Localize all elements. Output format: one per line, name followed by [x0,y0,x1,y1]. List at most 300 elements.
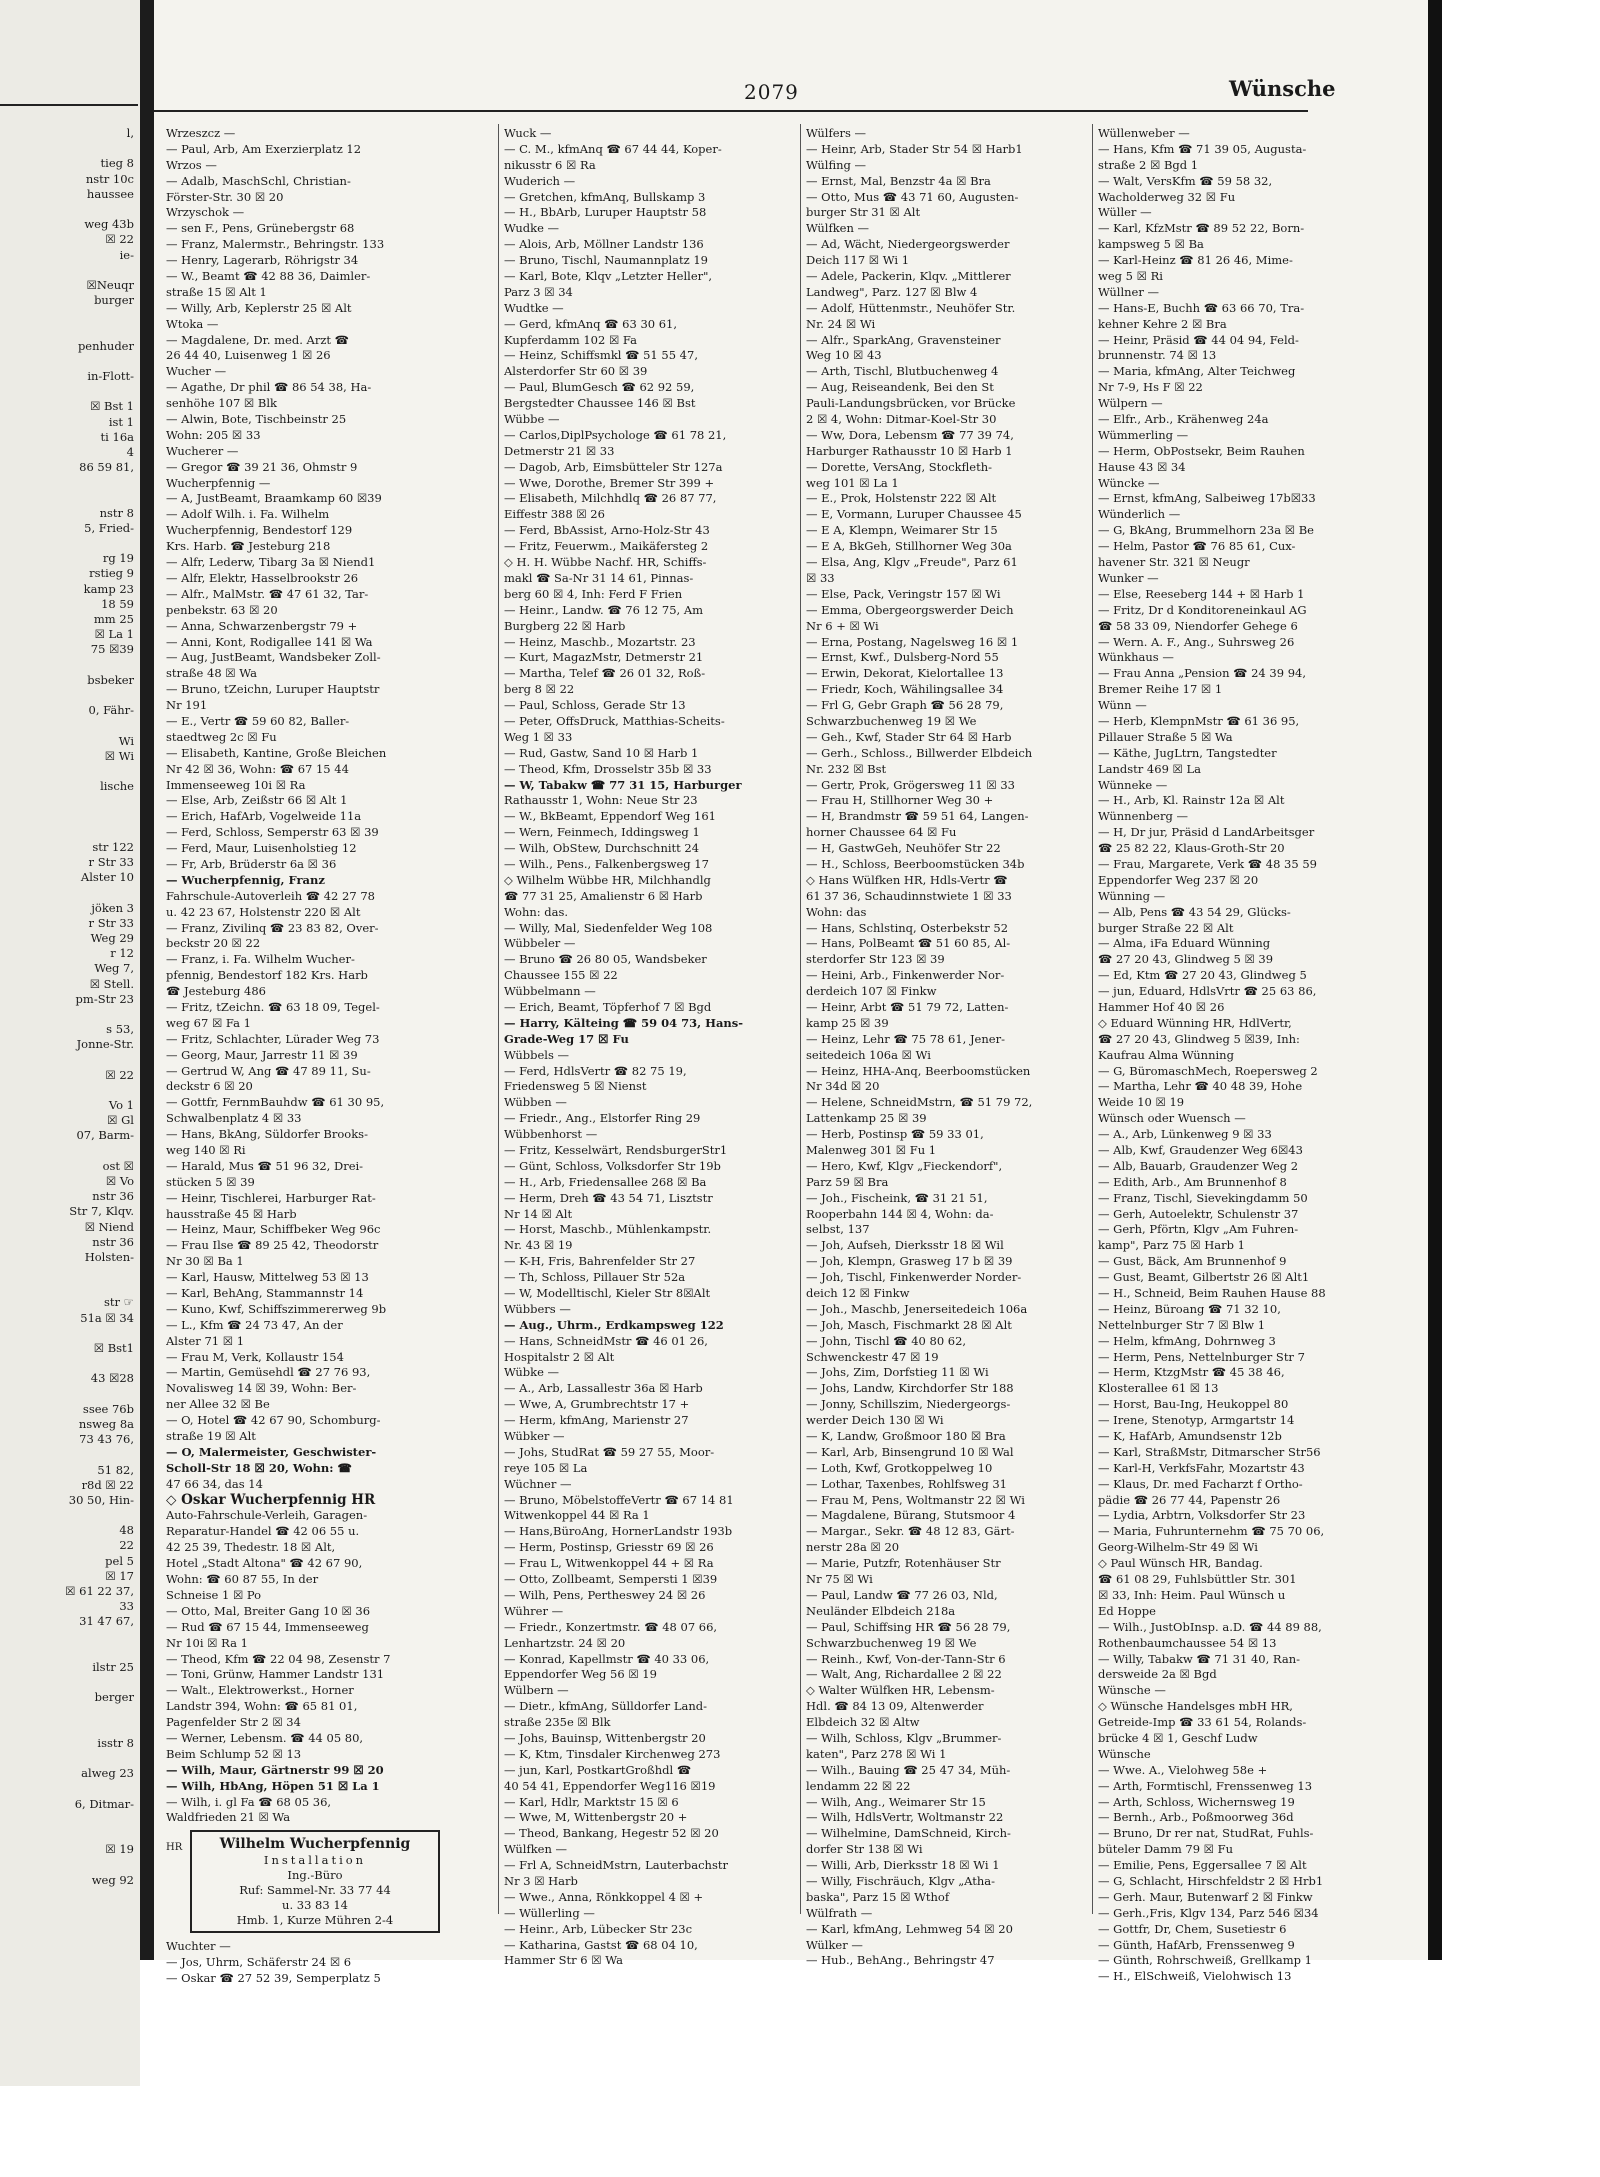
directory-entry-line: — Bruno, Tischl, Naumannplatz 19 [504,253,709,268]
directory-entry-line: Klosterallee 61 ☒ 13 [1098,1381,1219,1396]
left-strip-line: ☒ Wi [104,748,134,763]
directory-entry-line: — jun, Karl, PostkartGroßhdl ☎ [504,1762,692,1777]
directory-entry-line: — Dietr., kfmAng, Sülldorfer Land- [504,1699,707,1714]
directory-entry-line: derdeich 107 ☒ Finkw [806,984,937,999]
directory-entry-line: — Hans, BkAng, Süldorfer Brooks- [166,1127,368,1142]
directory-entry-line: — L., Kfm ☎ 24 73 47, An der [166,1317,343,1332]
directory-entry-line: — E., Vertr ☎ 59 60 82, Baller- [166,713,350,728]
directory-entry-line: — Herb, KlempnMstr ☎ 61 36 95, [1098,713,1300,728]
directory-entry-line: ◇ Eduard Wünning HR, HdlVertr, [1098,1015,1292,1030]
left-strip-line: pm-Str 23 [75,991,134,1006]
directory-entry-line: 61 37 36, Schaudinnstwiete 1 ☒ 33 [806,888,1012,903]
directory-entry-line: Witwenkoppel 44 ☒ Ra 1 [504,1508,650,1523]
directory-entry-line: 26 44 40, Luisenweg 1 ☒ 26 [166,348,331,363]
directory-entry-line: — Herm, ObPostsekr, Beim Rauhen [1098,443,1305,458]
directory-entry-line: — Marie, Putzfr, Rotenhäuser Str [806,1556,1001,1571]
directory-entry-line: — Wilh, Pens, Pertheswey 24 ☒ 26 [504,1587,706,1602]
directory-entry-line: — Frl G, Gebr Graph ☎ 56 28 79, [806,698,1004,713]
directory-entry-line: — Wilhelmine, DamSchneid, Kirch- [806,1826,1011,1841]
directory-entry-line: — Elfr., Arb., Krähenweg 24a [1098,412,1269,427]
directory-entry-line: Rooperbahn 144 ☒ 4, Wohn: da- [806,1206,994,1221]
left-strip-line: Alster 10 [80,870,134,885]
directory-entry-line: Nr 30 ☒ Ba 1 [166,1254,244,1269]
directory-entry-line: — Gerh., Schloss., Billwerder Elbdeich [806,745,1033,760]
directory-entry-line: — Heinz, Maschb., Mozartstr. 23 [504,634,696,649]
directory-entry-line: Wuderich — [504,173,576,188]
directory-entry-line: — Karl, kfmAng, Lehmweg 54 ☒ 20 [806,1921,1013,1936]
directory-entry-line: Elbdeich 32 ☒ Altw [806,1715,920,1730]
directory-entry-line: Nr 10i ☒ Ra 1 [166,1635,248,1650]
directory-entry-line: — Jos, Uhrm, Schäferstr 24 ☒ 6 [166,1955,352,1970]
directory-entry-line: — Karl-H, VerkfsFahr, Mozartstr 43 [1098,1460,1305,1475]
directory-entry-line: — Heinz, Schiffsmkl ☎ 51 55 47, [504,348,698,363]
directory-entry-line: — Emma, Obergeorgswerder Deich [806,602,1014,617]
directory-entry-line: — Aug., Uhrm., Erdkampsweg 122 [504,1317,724,1332]
directory-entry-line: — Frau M, Pens, Woltmanstr 22 ☒ Wi [806,1492,1025,1507]
directory-entry-line: — Günth, HafArb, Frenssenweg 9 [1098,1937,1295,1952]
left-strip-line: jöken 3 [91,900,134,915]
directory-entry-line: Wülker — [806,1937,863,1952]
left-strip-line: ☒ Stell. [89,976,134,991]
directory-entry-line: Parz 3 ☒ 34 [504,284,573,299]
directory-entry-line: Malenweg 301 ☒ Fu 1 [806,1143,937,1157]
left-strip-line [0,688,140,703]
directory-entry-line: — Wucherpfennig, Franz [166,872,325,887]
directory-entry-line: — Wilh, HbAng, Höpen 51 ☒ La 1 [166,1778,380,1793]
directory-entry-line: — Harald, Mus ☎ 51 96 32, Drei- [166,1158,364,1173]
directory-entry-line: Hdl. ☎ 84 13 09, Altenwerder [806,1699,984,1714]
directory-entry-line: Wüller — [1098,205,1152,220]
directory-entry-line: — Wilh, i. gl Fa ☎ 68 05 36, [166,1794,332,1809]
directory-entry-line: — Franz, i. Fa. Wilhelm Wucher- [166,952,355,967]
directory-entry-line: Wübbers — [504,1301,571,1316]
directory-entry-line: — Margar., Sekr. ☎ 48 12 83, Gärt- [806,1524,1015,1539]
left-strip-line: str ☞ [104,1295,134,1310]
directory-entry-line: — Günt, Schloss, Volksdorfer Str 19b [504,1158,721,1173]
directory-entry-line: — Aug, Reiseandenk, Bei den St [806,380,994,395]
directory-entry-line: — Wilh, ObStew, Durchschnitt 24 [504,841,700,856]
left-strip-line: 48 [119,1523,134,1538]
directory-entry-line: — Katharina, Gastst ☎ 68 04 10, [504,1937,698,1952]
directory-entry-line: — Ferd, HdlsVertr ☎ 82 75 19, [504,1063,687,1078]
directory-entry-line: — Wilh, Maur, Gärtnerstr 99 ☒ 20 [166,1762,384,1777]
directory-entry-line: Georg-Wilhelm-Str 49 ☒ Wi [1098,1540,1258,1555]
directory-entry-line: — Adele, Packerin, Klqv. „Mittlerer [806,269,1011,284]
directory-entry-line: — Paul, Schiffsing HR ☎ 56 28 79, [806,1619,1011,1634]
directory-entry-line: — Paul, Landw ☎ 77 26 03, Nld, [806,1587,998,1602]
directory-entry-line: ☎ 27 20 43, Glindweg 5 ☒ 39 [1098,952,1274,967]
directory-entry-line: Wtoka — [166,316,219,331]
directory-entry-line: — O, Malermeister, Geschwister- [166,1444,377,1459]
directory-entry-line: — Frau H, Stillhorner Weg 30 + [806,793,994,808]
directory-entry-line: Nr 6 + ☒ Wi [806,618,879,633]
left-strip-line [0,1083,140,1098]
directory-entry-line: — Anna, Schwarzenbergstr 79 + [166,618,358,633]
directory-entry-line: — C. M., kfmAnq ☎ 67 44 44, Koper- [504,141,722,156]
ad-title: Wilhelm Wucherpfennig [219,1836,411,1853]
directory-entry-line: — Heinr, Arb, Stader Str 54 ☒ Harb1 [806,141,1023,156]
directory-entry-line: Wübben — [504,1095,567,1110]
directory-entry-line: — Wwe, Dorothe, Bremer Str 399 + [504,475,715,490]
directory-entry-line: — Frau L, Witwenkoppel 44 + ☒ Ra [504,1556,714,1571]
directory-entry-line: Wülfing — [806,157,867,172]
directory-entry-line: — Maria, kfmAng, Alter Teichweg [1098,364,1296,379]
directory-entry-line: — Fritz, Dr d Konditoreneinkaul AG [1098,602,1307,617]
directory-entry-line: kamp 25 ☒ 39 [806,1015,889,1030]
left-strip-line [0,764,140,779]
directory-entry-line: — Wilh, Schloss, Klgv „Brummer- [806,1730,1002,1745]
left-strip-line [0,491,140,506]
directory-entry-line: Novalisweg 14 ☒ 39, Wohn: Ber- [166,1381,357,1396]
directory-entry-line: — Wilh., Bauing ☎ 25 47 34, Müh- [806,1762,1011,1777]
left-strip-line [0,475,140,490]
directory-entry-line: — Ferd, Schloss, Semperstr 63 ☒ 39 [166,825,379,840]
left-strip-line: Wi [118,733,134,748]
directory-entry-line: — Gust, Beamt, Gilbertstr 26 ☒ Alt1 [1098,1270,1310,1285]
left-strip-line: ssee 76b [82,1401,134,1416]
directory-entry-line: — Heinr., Landw. ☎ 76 12 75, Am [504,602,704,617]
directory-entry-line: Kaufrau Alma Wünning [1098,1047,1234,1062]
directory-entry-line: beckstr 20 ☒ 22 [166,936,261,951]
directory-entry-line: — Frau, Margarete, Verk ☎ 48 35 59 [1098,856,1317,871]
directory-entry-line: — Fritz, tZeichn. ☎ 63 18 09, Tegel- [166,999,380,1014]
directory-entry-line: — Werner, Lebensm. ☎ 44 05 80, [166,1730,364,1745]
directory-entry-line: — E A, BkGeh, Stillhorner Weg 30a [806,539,1012,554]
directory-entry-line: Wohn: das. [504,904,569,919]
left-strip-line: bsbeker [87,672,134,687]
left-strip-line: ☒ 17 [105,1568,134,1583]
directory-entry-line: — Theod, Kfm, Drosselstr 35b ☒ 33 [504,761,712,776]
directory-entry-line: — Lydia, Arbtrn, Volksdorfer Str 23 [1098,1508,1306,1523]
directory-entry-line: Wüllner — [1098,284,1159,299]
directory-entry-line: — Agathe, Dr phil ☎ 86 54 38, Ha- [166,380,372,395]
left-strip-line: rstieg 9 [89,566,134,581]
directory-entry-line: — Ferd, BbAssist, Arno-Holz-Str 43 [504,523,710,538]
directory-entry-line: — Hans,BüroAng, HornerLandstr 193b [504,1524,733,1539]
directory-entry-line: Wübbels — [504,1047,570,1062]
left-strip-line: Vo 1 [108,1098,134,1112]
left-strip-line: ti 16a [100,429,134,444]
directory-entry-line: — Ed, Ktm ☎ 27 20 43, Glindweg 5 [1098,968,1307,983]
left-strip-line [0,1721,140,1736]
directory-entry-line: — Friedr., Ang., Elstorfer Ring 29 [504,1111,701,1126]
directory-entry-line: ◇ Wünsche Handelsges mbH HR, [1098,1699,1293,1714]
directory-entry-line: — Willy, Fischräuch, Klgv „Atha- [806,1873,996,1888]
left-strip-line: ☒Neuqr [86,277,134,292]
left-strip-line [0,202,140,217]
left-strip-line: haussee [86,186,134,201]
column-3 [806,126,1084,1969]
directory-entry-line: — Alma, iFa Eduard Wünning [1098,936,1271,951]
directory-entry-line: — Hans, SchneidMstr ☎ 46 01 26, [504,1333,708,1348]
directory-entry-line: Landstr 394, Wohn: ☎ 65 81 01, [166,1699,358,1714]
directory-entry-line: — Horst, Maschb., Mühlenkampstr. [504,1222,712,1237]
directory-entry-line: Bremer Reihe 17 ☒ 1 [1098,682,1223,697]
directory-entry-line: — Frau M, Verk, Kollaustr 154 [166,1349,344,1364]
left-strip-line: in-Flott- [87,369,134,383]
directory-entry-line: — W, Modelltischl, Kieler Str 8☒Alt [504,1286,711,1301]
directory-entry-line: Neuländer Elbdeich 218a [806,1603,956,1618]
directory-entry-line: — Th, Schloss, Pillauer Str 52a [504,1270,686,1285]
left-strip-line [0,1280,140,1295]
ad-hr-marker: HR [166,1842,183,1854]
directory-entry-line: — E A, Klempn, Weimarer Str 15 [806,523,998,538]
directory-entry-line: — Karl, StraßMstr, Ditmarscher Str56 [1098,1444,1321,1459]
directory-entry-line: — Franz, Malermstr., Behringstr. 133 [166,237,385,252]
left-strip-line: ☒ La 1 [94,627,134,642]
directory-entry-line: — G, BüromaschMech, Roepersweg 2 [1098,1063,1318,1078]
directory-entry-line: — Wilh, Ang., Weimarer Str 15 [806,1794,986,1809]
directory-entry-line: — Karl-Heinz ☎ 81 26 46, Mime- [1098,253,1293,268]
left-strip-line: 18 59 [101,596,134,611]
left-strip-line: Str 7, Klqv. [69,1204,134,1219]
directory-entry-line: — Rud, Gastw, Sand 10 ☒ Harb 1 [504,745,699,760]
directory-entry-line: — Herm, Dreh ☎ 43 54 71, Lisztstr [504,1190,713,1205]
left-strip-line: ilstr 25 [92,1659,134,1674]
directory-entry-line: Auto-Fahrschule-Verleih, Garagen- [166,1508,368,1523]
directory-entry-line: — W., BkBeamt, Eppendorf Weg 161 [504,809,716,824]
left-strip-line: mm 25 [93,612,134,626]
directory-entry-line: Wüncke — [1098,475,1160,490]
directory-entry-line: Wübbe — [504,412,560,427]
directory-entry-line: Wacholderweg 32 ☒ Fu [1098,189,1236,204]
ad-line: Ing.-Büro [287,1868,343,1883]
directory-entry-line: Nr 34d ☒ 20 [806,1079,880,1094]
directory-entry-line: — Herm, kfmAng, Marienstr 27 [504,1413,689,1428]
left-strip-line [0,1630,140,1645]
directory-entry-line: Wünsche — [1098,1683,1166,1698]
left-strip-line: 75 ☒39 [90,642,134,657]
left-page-strip [0,0,140,2086]
directory-entry-line: — Bruno ☎ 26 80 05, Wandsbeker [504,952,707,967]
directory-entry-line: — Bruno, Dr rer nat, StudRat, Fuhls- [1098,1826,1314,1841]
directory-entry-line: — Martin, Gemüsehdl ☎ 27 76 93, [166,1365,371,1380]
left-strip-line [0,1508,140,1523]
left-strip-line: nstr 10c [85,171,134,186]
directory-entry-line: Rothenbaumchaussee 54 ☒ 13 [1098,1635,1277,1650]
left-strip-line: weg 92 [91,1872,134,1887]
directory-entry-line: — Heinz, Maur, Schiffbeker Weg 96c [166,1222,381,1237]
left-strip-line [0,1706,140,1721]
directory-entry-line: weg 5 ☒ Ri [1098,269,1163,284]
directory-entry-line: — Kurt, MagazMstr, Detmerstr 21 [504,650,704,665]
directory-entry-line: — Erich, HafArb, Vogelweide 11a [166,809,362,824]
directory-entry-line: — Klaus, Dr. med Facharzt f Ortho- [1098,1476,1303,1491]
directory-entry-line: seitedeich 106a ☒ Wi [806,1047,931,1062]
left-strip-line: nstr 36 [92,1189,134,1204]
directory-entry-line: ◇ Hans Wülfken HR, Hdls-Vertr ☎ [806,872,1008,887]
directory-entry-line: burger Str 31 ☒ Alt [806,205,921,220]
directory-entry-line: Wübbelmann — [504,984,596,999]
directory-entry-line: — Dagob, Arb, Eimsbütteler Str 127a [504,459,723,474]
left-strip-line [0,1447,140,1462]
directory-entry-line: — Hans, Kfm ☎ 71 39 05, Augusta- [1098,141,1307,156]
directory-entry-line: Nr 3 ☒ Harb [504,1873,578,1888]
directory-entry-line: horner Chaussee 64 ☒ Fu [806,825,957,840]
directory-entry-line: nerstr 28a ☒ 20 [806,1540,900,1555]
left-strip-line: r 12 [110,946,134,961]
directory-entry-line: kampsweg 5 ☒ Ba [1098,237,1204,252]
directory-entry-line: makl ☎ Sa-Nr 31 14 61, Pinnas- [504,570,694,585]
directory-entry-line: — Joh, Masch, Fischmarkt 28 ☒ Alt [806,1317,1012,1332]
left-strip-line: ☒ 22 [105,232,134,247]
directory-entry-line: — K, HafArb, Amundsenstr 12b [1098,1429,1282,1444]
directory-entry-line: deich 12 ☒ Finkw [806,1286,910,1301]
directory-entry-line: — Alfr., SparkAng, Gravensteiner [806,332,1001,347]
directory-entry-line: — Alfr, Lederw, Tibarg 3a ☒ Niend1 [166,555,376,570]
directory-entry-line: Wüchner — [504,1476,572,1491]
directory-entry-line: — Gerh.,Fris, Klgv 134, Parz 546 ☒34 [1098,1905,1319,1920]
directory-entry-line: Wümmerling — [1098,427,1189,442]
directory-entry-line: — Georg, Maur, Jarrestr 11 ☒ 39 [166,1047,358,1062]
directory-entry-line: — Horst, Bau-Ing, Heukoppel 80 [1098,1397,1289,1412]
directory-entry-line: — Willy, Tabakw ☎ 71 31 40, Ran- [1098,1651,1300,1666]
directory-entry-line: — Magdalene, Dr. med. Arzt ☎ [166,332,349,347]
directory-entry-line: — Theod, Bankang, Hegestr 52 ☒ 20 [504,1826,719,1841]
directory-entry-line: — Elisabeth, Kantine, Große Bleichen [166,745,387,760]
directory-entry-line: — Fritz, Schlachter, Lürader Weg 73 [166,1031,380,1046]
directory-entry-line: Wucherer — [166,443,239,458]
directory-entry-line: — Wwe. A., Vielohweg 58e + [1098,1762,1268,1777]
directory-entry-line: Wülfers — [806,126,867,140]
left-strip-line: ☒ 22 [105,1067,134,1082]
left-strip-line [0,1265,140,1280]
left-strip-line: alweg 23 [81,1766,134,1781]
left-header-rule [0,104,138,106]
directory-entry-line: Wünnenberg — [1098,809,1188,824]
directory-entry-line: straße 15 ☒ Alt 1 [166,284,267,299]
directory-entry-line: Lattenkamp 25 ☒ 39 [806,1111,927,1126]
directory-entry-line: — Willy, Mal, Siedenfelder Weg 108 [504,920,713,935]
directory-entry-line: Harburger Rathausstr 10 ☒ Harb 1 [806,443,1013,458]
directory-entry-line: — Wilh., JustObInsp. a.D. ☎ 44 89 88, [1098,1619,1322,1634]
directory-entry-line: Wohn: das [806,904,867,919]
directory-entry-line: — Frau Ilse ☎ 89 25 42, Theodorstr [166,1238,379,1253]
directory-entry-line: Hospitalstr 2 ☒ Alt [504,1349,615,1364]
left-strip-line [0,536,140,551]
directory-entry-line: — Aug, JustBeamt, Wandsbeker Zoll- [166,650,381,665]
column-4 [1098,126,1376,1985]
directory-entry-line: ☎ 58 33 09, Niendorfer Gehege 6 [1098,618,1298,633]
directory-entry-line: — Gertrud W, Ang ☎ 47 89 11, Su- [166,1063,371,1078]
directory-entry-line: — Wern. A. F., Ang., Suhrsweg 26 [1098,634,1295,649]
left-strip-line: penhuder [77,338,134,353]
directory-entry-line: burger Straße 22 ☒ Alt [1098,920,1234,935]
directory-entry-line: — Herb, Postinsp ☎ 59 33 01, [806,1127,984,1142]
directory-entry-line: Waldfrieden 21 ☒ Wa [166,1810,291,1825]
directory-entry-line: — Magdalene, Bürang, Stutsmoor 4 [806,1508,1016,1523]
directory-entry-line: staedtweg 2c ☒ Fu [166,729,277,744]
directory-entry-line: Pagenfelder Str 2 ☒ 34 [166,1715,301,1730]
directory-entry-line: — Hero, Kwf, Klgv „Fieckendorf", [806,1158,1003,1173]
directory-entry-line: — Gust, Bäck, Am Brunnenhof 9 [1098,1254,1287,1269]
directory-entry-line: — Paul, BlumGesch ☎ 62 92 59, [504,380,695,395]
left-strip-line: 22 [119,1538,134,1553]
directory-entry-line: Wüllenweber — [1098,126,1190,140]
left-strip-line [0,354,140,369]
directory-entry-line: — Heinz, Büroang ☎ 71 32 10, [1098,1301,1281,1316]
directory-entry-line: Nr. 232 ☒ Bst [806,761,887,776]
directory-entry-line: Wührer — [504,1603,564,1618]
directory-entry-line: hausstraße 45 ☒ Harb [166,1206,297,1221]
directory-entry-line: — Gerh, Pförtn, Klgv „Am Fuhren- [1098,1222,1299,1237]
directory-entry-line: — Gretchen, kfmAnq, Bullskamp 3 [504,189,706,204]
left-strip-line: 30 50, Hin- [68,1492,134,1507]
directory-entry-line: — Else, Pack, Veringstr 157 ☒ Wi [806,586,1001,601]
directory-entry-line: — H., Arb, Friedensallee 268 ☒ Ba [504,1174,707,1189]
directory-entry-line: Wrzyschok — [166,205,245,220]
left-strip-line: ☒ 19 [105,1842,134,1857]
left-strip-line: 5, Fried- [84,520,134,535]
directory-entry-line: — Ernst, Mal, Benzstr 4a ☒ Bra [806,173,991,188]
directory-entry-line: Nettelnburger Str 7 ☒ Blw 1 [1098,1317,1266,1332]
book-gutter [140,0,154,1960]
directory-entry-line: kamp", Parz 75 ☒ Harb 1 [1098,1238,1245,1253]
directory-entry-line: Nr 14 ☒ Alt [504,1206,573,1221]
directory-entry-line: — Alfr, Elektr, Hasselbrookstr 26 [166,570,359,585]
directory-entry-line: — Helm, Pastor ☎ 76 85 61, Cux- [1098,539,1296,554]
directory-entry-line: — Willy, Arb, Keplerstr 25 ☒ Alt [166,300,352,315]
directory-entry-line: — Irene, Stenotyp, Armgartstr 14 [1098,1413,1295,1428]
directory-entry-line: weg 67 ☒ Fa 1 [166,1015,251,1030]
directory-entry-line: — Käthe, JugLtrn, Tangstedter [1098,745,1277,760]
left-strip-line: nsweg 8a [78,1416,134,1431]
directory-entry-line: Wudke — [504,221,560,236]
directory-entry-line: — Joh., Fischeink, ☎ 31 21 51, [806,1190,988,1205]
directory-entry-line: — Heini, Arb., Finkenwerder Nor- [806,968,1005,983]
directory-entry-line: — Heinr, Arbt ☎ 51 79 72, Latten- [806,999,1009,1014]
left-strip-line [0,718,140,733]
left-strip-line: lische [100,779,134,794]
directory-entry-line: weg 101 ☒ La 1 [806,475,899,490]
left-strip-line [0,323,140,338]
left-strip-line [0,1387,140,1402]
directory-entry-line: Landstr 469 ☒ La [1098,761,1202,776]
directory-entry-line: — K, Ktm, Tinsdaler Kirchenweg 273 [504,1746,721,1761]
left-strip-line: 51 82, [97,1462,134,1477]
directory-entry-line: — Alb, Pens ☎ 43 54 29, Glücks- [1098,904,1291,919]
directory-entry-line: — Emilie, Pens, Eggersallee 7 ☒ Alt [1098,1858,1307,1873]
directory-entry-line: — G, BkAng, Brummelhorn 23a ☒ Be [1098,523,1314,538]
left-strip-line: Weg 29 [90,930,134,945]
directory-entry-line: — Geh., Kwf, Stader Str 64 ☒ Harb [806,729,1012,744]
directory-entry-line: Weide 10 ☒ 19 [1098,1095,1185,1110]
directory-entry-line: — Frl A, SchneidMstrn, Lauterbachstr [504,1858,728,1873]
scan-edge [1428,0,1442,1960]
left-strip-line: r8d ☒ 22 [81,1477,134,1492]
left-strip-line [0,384,140,399]
ad-line: Installation [263,1853,367,1868]
directory-entry-line: reye 105 ☒ La [504,1460,588,1475]
directory-entry-line: Eiffestr 388 ☒ 26 [504,507,605,522]
left-strip-line [0,1827,140,1842]
directory-entry-line: 47 66 34, das 14 [166,1476,263,1491]
directory-entry-line: Detmerstr 21 ☒ 33 [504,443,615,458]
directory-entry-line: ◇ Paul Wünsch HR, Bandag. [1098,1556,1263,1571]
left-strip-line: kamp 23 [83,581,134,596]
left-strip-line [0,141,140,156]
directory-entry-line: — Helene, SchneidMstrn, ☎ 51 79 72, [806,1095,1033,1110]
directory-entry-line: — Willi, Arb, Dierksstr 18 ☒ Wi 1 [806,1858,1000,1873]
directory-entry-line: — H., Schloss, Beerboomstücken 34b [806,856,1025,871]
left-strip-line: l, [126,126,134,140]
directory-entry-line: 40 54 41, Eppendorfer Weg116 ☒19 [504,1778,716,1793]
directory-entry-line: — Wilh., Pens., Falkenbergsweg 17 [504,856,709,871]
directory-entry-line: — Joh, Klempn, Grasweg 17 b ☒ 39 [806,1254,1013,1269]
left-strip-line [0,825,140,840]
directory-entry-line: Nr 191 [166,698,208,713]
ad-line: Ruf: Sammel-Nr. 33 77 44 [239,1883,391,1898]
